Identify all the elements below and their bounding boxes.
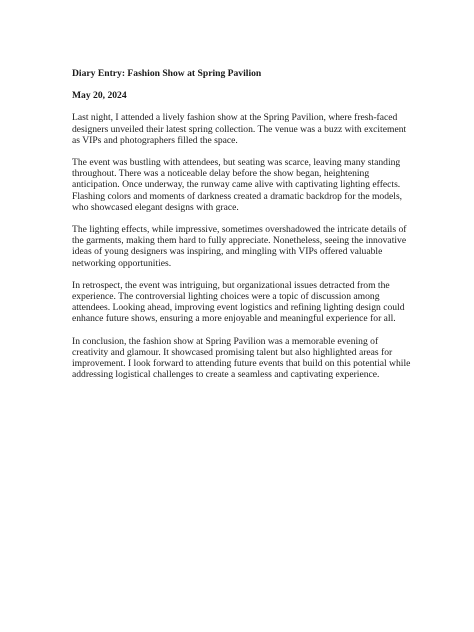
paragraph-3: The lighting effects, while impressive, sometimes overshadowed the intricate details of the garments, making them hard to fully appreciate. Nonetheless, seeing the innovative ideas of young designers was inspiring, and mingling with VIPs offered valuable networking opportunities. — [72, 224, 407, 269]
paragraph-2: The event was bustling with attendees, but seating was scarce, leaving many standing throughout. There was a noticeable delay before the show began, heightening anticipation. Once underway, the runway came alive with captivating lighting effects. Flashing colors and moments of darkness created a dramatic backdrop for the models, who showcased elegant designs with grace. — [72, 157, 403, 213]
document-title: Diary Entry: Fashion Show at Spring Pavilion — [72, 68, 262, 79]
entry-date: May 20, 2024 — [72, 90, 127, 102]
document-body — [72, 68, 412, 391]
paragraph-5: In conclusion, the fashion show at Spring Pavilion was a memorable evening of creativity and glamour. It showcased promising talent but also highlighted areas for improvement. I look forward to attending future events that build on this potential while addressing logistical challenges to create a seamless and captivating experience. — [72, 335, 411, 381]
paragraph-1: Last night, I attended a lively fashion show at the Spring Pavilion, where fresh-faced designers unveiled their latest spring collection. The venue was a buzz with excitement as VIPs and photographers filled the space. — [72, 112, 407, 146]
paragraph-4: In retrospect, the event was intriguing, but organizational issues detracted from the experience. The controversial lighting choices were a topic of discussion among attendees. Looking ahead, improving event logistics and refining lighting design could enhance future shows, ensuring a more enjoyable and meaningful experience for all. — [72, 279, 405, 325]
